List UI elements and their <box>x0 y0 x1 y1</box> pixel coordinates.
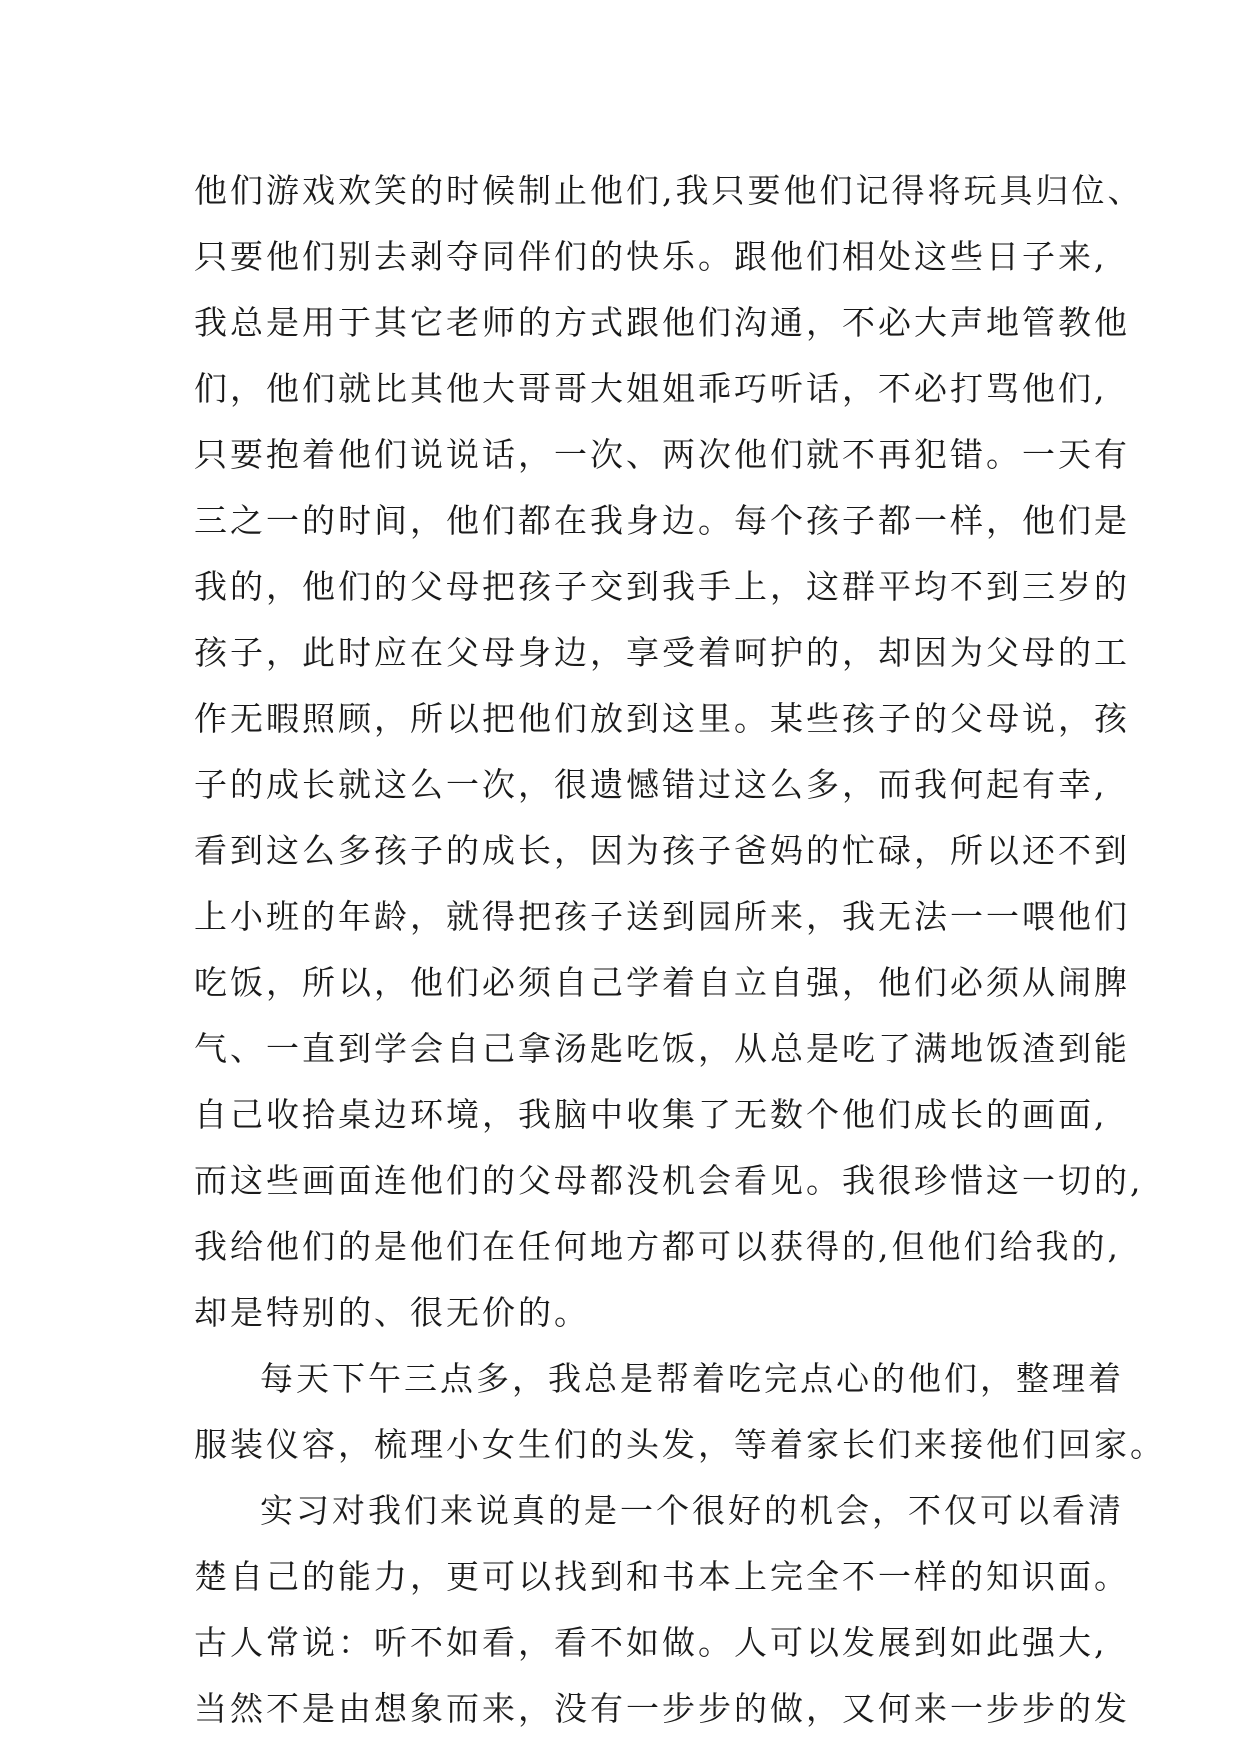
text-line: 服装仪容，梳理小女生们的头发，等着家长们来接他们回家。 <box>194 1425 1166 1464</box>
text-line: 却是特别的、很无价的。 <box>194 1293 590 1332</box>
text-line: 只要抱着他们说说话，一次、两次他们就不再犯错。一天有 <box>194 435 1130 474</box>
text-line: 而这些画面连他们的父母都没机会看见。我很珍惜这一切的, <box>194 1161 1144 1200</box>
text-line: 吃饭，所以，他们必须自己学着自立自强，他们必须从闹脾 <box>194 963 1130 1002</box>
text-line: 孩子，此时应在父母身边，享受着呵护的，却因为父母的工 <box>194 633 1130 672</box>
text-line: 只要他们别去剥夺同伴们的快乐。跟他们相处这些日子来, <box>194 237 1108 276</box>
body-text <box>194 158 1166 1742</box>
text-line: 我给他们的是他们在任何地方都可以获得的,但他们给我的, <box>194 1227 1121 1266</box>
paragraph-start-line: 每天下午三点多，我总是帮着吃完点心的他们，整理着 <box>260 1359 1124 1398</box>
text-line: 古人常说：听不如看，看不如做。人可以发展到如此强大, <box>194 1623 1108 1662</box>
text-line: 我总是用于其它老师的方式跟他们沟通，不必大声地管教他 <box>194 303 1130 342</box>
text-line: 我的，他们的父母把孩子交到我手上，这群平均不到三岁的 <box>194 567 1130 606</box>
text-line: 们，他们就比其他大哥哥大姐姐乖巧听话，不必打骂他们, <box>194 369 1108 408</box>
text-line: 三之一的时间，他们都在我身边。每个孩子都一样，他们是 <box>194 501 1130 540</box>
text-line: 自己收拾桌边环境，我脑中收集了无数个他们成长的画面, <box>194 1095 1108 1134</box>
text-line: 看到这么多孩子的成长，因为孩子爸妈的忙碌，所以还不到 <box>194 831 1130 870</box>
text-line: 他们游戏欢笑的时候制止他们,我只要他们记得将玩具归位、 <box>194 171 1144 210</box>
text-line: 楚自己的能力，更可以找到和书本上完全不一样的知识面。 <box>194 1557 1130 1596</box>
paragraph-start-line: 实习对我们来说真的是一个很好的机会，不仅可以看清 <box>260 1491 1124 1530</box>
text-line: 作无暇照顾，所以把他们放到这里。某些孩子的父母说，孩 <box>194 699 1130 738</box>
text-line: 上小班的年龄，就得把孩子送到园所来，我无法一一喂他们 <box>194 897 1130 936</box>
text-line: 气、一直到学会自己拿汤匙吃饭，从总是吃了满地饭渣到能 <box>194 1029 1130 1068</box>
text-line: 子的成长就这么一次，很遗憾错过这么多，而我何起有幸, <box>194 765 1108 804</box>
text-line: 当然不是由想象而来，没有一步步的做，又何来一步步的发 <box>194 1689 1130 1728</box>
